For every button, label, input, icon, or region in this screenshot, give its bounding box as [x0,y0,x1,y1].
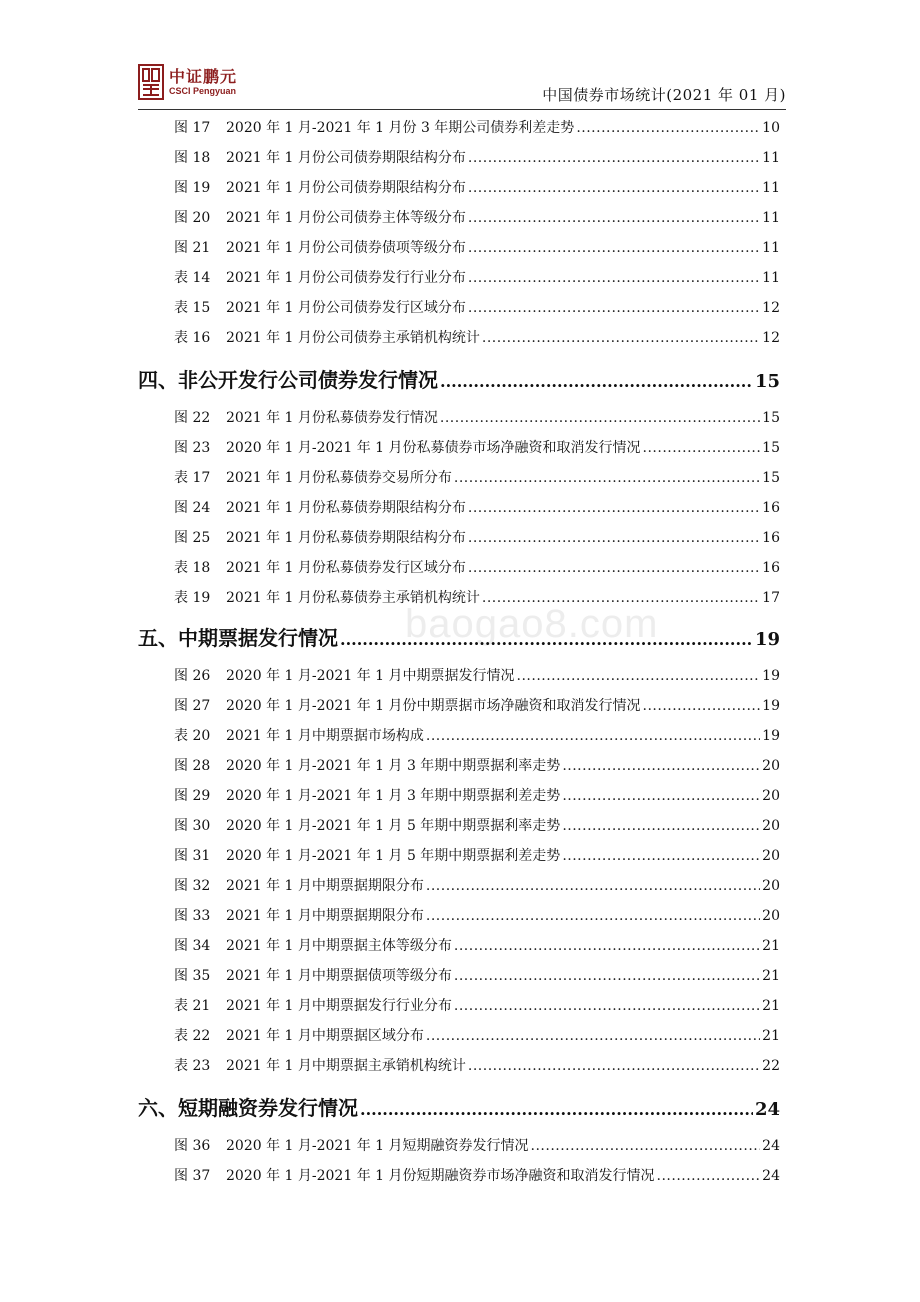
entry-label: 表 20 [174,728,211,744]
entry-label: 图 30 [174,818,211,834]
dot-leader [468,210,760,226]
dot-leader [340,630,753,649]
dot-leader [562,818,760,834]
entry-label: 图 25 [174,530,211,546]
toc-entry[interactable] [174,237,780,257]
entry-title: 2021 年 1 月中期票据期限分布 [226,878,424,894]
dot-leader [426,908,760,924]
dot-leader [482,590,760,606]
entry-label: 图 28 [174,758,211,774]
dot-leader [440,410,760,426]
page-number: 12 [762,300,780,316]
section-title: 四、非公开发行公司债券发行情况 [138,368,438,392]
dot-leader [468,150,760,166]
toc-entry[interactable] [174,267,780,287]
logo-chinese-name: 中证鹏元 [169,66,238,86]
toc-entry[interactable] [174,935,780,955]
entry-label: 图 24 [174,500,211,516]
dot-leader [454,968,760,984]
toc-entry[interactable] [174,587,780,607]
toc-entry[interactable] [174,177,780,197]
entry-label: 图 32 [174,878,211,894]
dot-leader [468,560,760,576]
toc-entry[interactable] [174,725,780,745]
toc-entry[interactable] [174,875,780,895]
toc-entry[interactable] [174,1135,780,1155]
page-number: 12 [762,330,780,346]
page-number: 16 [762,500,780,516]
page-number: 11 [762,240,780,256]
page-number: 11 [762,150,780,166]
watermark: baogao8.com [405,602,659,646]
dot-leader [517,668,761,684]
entry-title: 2020 年 1 月-2021 年 1 月 3 年期中期票据利率走势 [226,758,561,774]
page-number: 11 [762,270,780,286]
entry-label: 图 34 [174,938,211,954]
page-header [138,62,786,110]
dot-leader [468,240,760,256]
entry-title: 2021 年 1 月份私募债券期限结构分布 [226,500,466,516]
entry-title: 2021 年 1 月份公司债券发行区域分布 [226,300,466,316]
page-number: 15 [754,371,780,392]
report-title: 中国债券市场统计(2021 年 01 月) [542,86,786,104]
entry-title: 2020 年 1 月-2021 年 1 月中期票据发行情况 [226,668,515,684]
toc-entry[interactable] [174,297,780,317]
page-number: 17 [762,590,780,606]
page-number: 11 [762,210,780,226]
entry-label: 表 14 [174,270,211,286]
page-number: 15 [762,470,780,486]
dot-leader [454,938,760,954]
toc-section-heading[interactable] [138,1092,780,1121]
entry-label: 图 36 [174,1138,211,1154]
toc-entry[interactable] [174,437,780,457]
entry-label: 图 31 [174,848,211,864]
toc-section-heading[interactable] [138,364,780,393]
entry-title: 2021 年 1 月中期票据发行行业分布 [226,998,452,1014]
page-number: 11 [762,180,780,196]
toc-entry[interactable] [174,755,780,775]
entry-title: 2020 年 1 月-2021 年 1 月 5 年期中期票据利差走势 [226,848,561,864]
page-number: 20 [762,818,780,834]
entry-label: 图 35 [174,968,211,984]
toc-entry[interactable] [174,665,780,685]
dot-leader [482,330,760,346]
toc-entry[interactable] [174,995,780,1015]
entry-title: 2020 年 1 月-2021 年 1 月 3 年期中期票据利差走势 [226,788,561,804]
entry-label: 表 18 [174,560,211,576]
entry-title: 2020 年 1 月-2021 年 1 月份短期融资券市场净融资和取消发行情况 [226,1168,655,1184]
dot-leader [562,758,760,774]
toc-entry[interactable] [174,207,780,227]
entry-title: 2021 年 1 月份公司债券期限结构分布 [226,180,466,196]
entry-label: 表 22 [174,1028,211,1044]
dot-leader [643,440,761,456]
entry-title: 2021 年 1 月中期票据债项等级分布 [226,968,452,984]
entry-label: 图 17 [174,120,211,136]
entry-title: 2020 年 1 月-2021 年 1 月份中期票据市场净融资和取消发行情况 [226,698,641,714]
entry-title: 2021 年 1 月份私募债券期限结构分布 [226,530,466,546]
toc-entry[interactable] [174,695,780,715]
entry-label: 图 20 [174,210,211,226]
entry-label: 图 23 [174,440,211,456]
seal-logo-icon [138,64,164,100]
entry-label: 图 33 [174,908,211,924]
section-title: 五、中期票据发行情况 [138,626,338,650]
dot-leader [454,470,760,486]
dot-leader [468,300,760,316]
entry-label: 图 22 [174,410,211,426]
page-number: 19 [754,629,780,650]
dot-leader [562,848,760,864]
toc-entry[interactable] [174,407,780,427]
page-number: 21 [762,1028,780,1044]
entry-title: 2021 年 1 月中期票据期限分布 [226,908,424,924]
dot-leader [426,728,760,744]
page-number: 21 [762,998,780,1014]
entry-label: 表 16 [174,330,211,346]
header-divider [138,109,786,110]
page-number: 20 [762,878,780,894]
dot-leader [426,1028,760,1044]
page-number: 21 [762,938,780,954]
toc-section-heading[interactable] [138,622,780,651]
entry-label: 表 17 [174,470,211,486]
page-number: 15 [762,410,780,426]
entry-title: 2021 年 1 月中期票据主承销机构统计 [226,1058,466,1074]
page-number: 16 [762,530,780,546]
logo-english-name: CSCI Pengyuan [169,85,237,96]
toc-entry[interactable] [174,147,780,167]
toc-entry[interactable] [174,1055,780,1075]
page-number: 20 [762,848,780,864]
dot-leader [468,180,760,196]
toc-entry[interactable] [174,815,780,835]
entry-title: 2021 年 1 月份公司债券期限结构分布 [226,150,466,166]
dot-leader [440,372,753,391]
page-number: 20 [762,788,780,804]
page-number: 20 [762,908,780,924]
entry-label: 图 26 [174,668,211,684]
entry-title: 2021 年 1 月中期票据主体等级分布 [226,938,452,954]
entry-title: 2021 年 1 月份公司债券主承销机构统计 [226,330,480,346]
page-number: 20 [762,758,780,774]
entry-label: 图 27 [174,698,211,714]
toc-entry[interactable] [174,1165,780,1185]
entry-title: 2020 年 1 月-2021 年 1 月短期融资券发行情况 [226,1138,529,1154]
entry-title: 2021 年 1 月份公司债券发行行业分布 [226,270,466,286]
page-number: 19 [762,698,780,714]
entry-title: 2021 年 1 月份私募债券发行区域分布 [226,560,466,576]
entry-label: 表 23 [174,1058,211,1074]
dot-leader [576,120,760,136]
dot-leader [562,788,760,804]
entry-title: 2021 年 1 月份公司债券主体等级分布 [226,210,466,226]
entry-title: 2021 年 1 月中期票据区域分布 [226,1028,424,1044]
dot-leader [468,270,760,286]
toc-entry[interactable] [174,965,780,985]
dot-leader [468,500,760,516]
toc-entry[interactable] [174,845,780,865]
dot-leader [468,1058,760,1074]
dot-leader [360,1100,753,1119]
entry-title: 2021 年 1 月份私募债券交易所分布 [226,470,452,486]
toc-entry[interactable] [174,1025,780,1045]
page-number: 24 [762,1138,780,1154]
entry-title: 2021 年 1 月中期票据市场构成 [226,728,424,744]
page-number: 21 [762,968,780,984]
entry-title: 2021 年 1 月份公司债券债项等级分布 [226,240,466,256]
page-number: 19 [762,728,780,744]
page-number: 10 [762,120,780,136]
dot-leader [643,698,761,714]
toc-entry[interactable] [174,467,780,487]
dot-leader [657,1168,761,1184]
page-number: 24 [762,1168,780,1184]
toc-entry[interactable] [174,557,780,577]
entry-label: 图 19 [174,180,211,196]
toc-entry[interactable] [174,117,780,137]
entry-label: 表 19 [174,590,211,606]
entry-label: 图 21 [174,240,211,256]
entry-label: 图 37 [174,1168,211,1184]
page-number: 24 [754,1099,780,1120]
section-title: 六、短期融资券发行情况 [138,1096,358,1120]
entry-title: 2021 年 1 月份私募债券主承销机构统计 [226,590,480,606]
page-number: 15 [762,440,780,456]
company-logo [138,64,237,100]
page-number: 16 [762,560,780,576]
dot-leader [468,530,760,546]
toc-entry[interactable] [174,785,780,805]
entry-title: 2020 年 1 月-2021 年 1 月 5 年期中期票据利率走势 [226,818,561,834]
entry-label: 表 15 [174,300,211,316]
entry-label: 图 18 [174,150,211,166]
dot-leader [426,878,760,894]
toc-entry[interactable] [174,327,780,347]
toc-entry[interactable] [174,905,780,925]
entry-label: 图 29 [174,788,211,804]
dot-leader [454,998,760,1014]
entry-title: 2021 年 1 月份私募债券发行情况 [226,410,438,426]
entry-label: 表 21 [174,998,211,1014]
toc-entry[interactable] [174,497,780,517]
page-number: 22 [762,1058,780,1074]
entry-title: 2020 年 1 月-2021 年 1 月份私募债券市场净融资和取消发行情况 [226,440,641,456]
dot-leader [531,1138,761,1154]
toc-entry[interactable] [174,527,780,547]
page-number: 19 [762,668,780,684]
entry-title: 2020 年 1 月-2021 年 1 月份 3 年期公司债券利差走势 [226,120,575,136]
